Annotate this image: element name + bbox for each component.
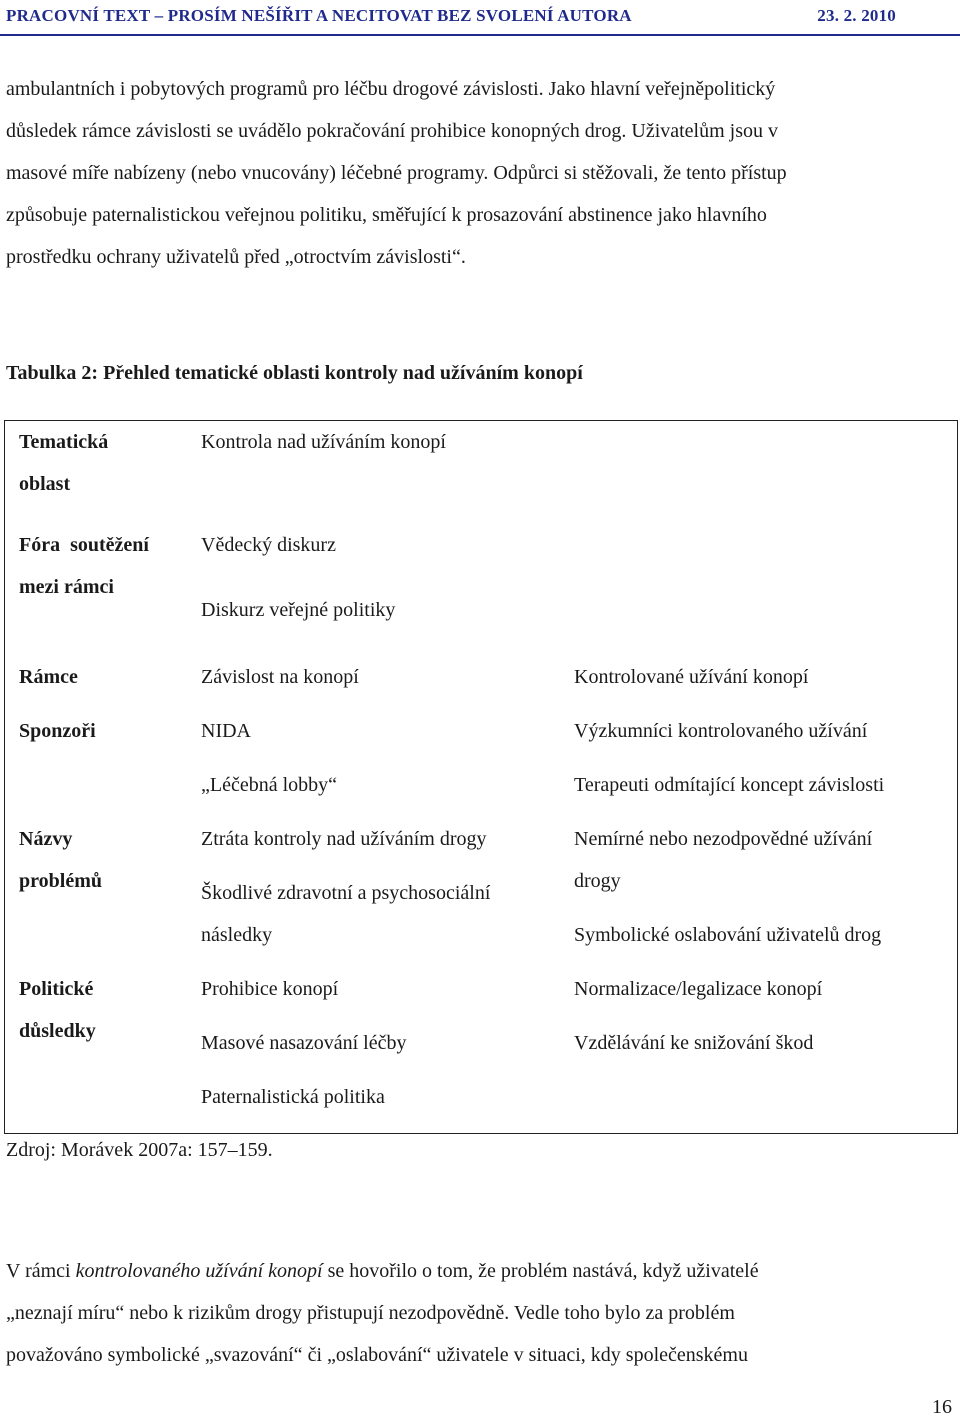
- italic-term: kontrolovaného užívání konopí: [75, 1260, 323, 1282]
- cell-ramce-col2: Závislost na konopí: [201, 666, 359, 688]
- row-label-nazvy-2: problémů: [19, 870, 102, 892]
- cell-nazvy-col2-c: následky: [201, 924, 273, 946]
- cell-dusledky-col2-a: Prohibice konopí: [201, 978, 339, 1000]
- paragraph-line: způsobuje paternalistickou veřejnou politiku, směřující k prosazování abstinence jako hlavního: [6, 204, 767, 226]
- cell-tematicka-value: Kontrola nad užíváním konopí: [201, 431, 446, 453]
- cell-sponzori-col3-b: Terapeuti odmítající koncept závislosti: [574, 774, 885, 796]
- cell-nazvy-col2-a: Ztráta kontroly nad užíváním drogy: [201, 828, 487, 850]
- paragraph-line: „neznají míru“ nebo k rizikům drogy přistupují nezodpovědně. Vedle toho bylo za problém: [6, 1302, 735, 1324]
- cell-ramce-col3: Kontrolované užívání konopí: [574, 666, 809, 688]
- paragraph-line: prostředku ochrany uživatelů před „otroctvím závislosti“.: [6, 246, 466, 268]
- header-date: 23. 2. 2010: [817, 6, 896, 25]
- header-title: PRACOVNÍ TEXT – PROSÍM NEŠÍŘIT A NECITOVAT BEZ SVOLENÍ AUTORA: [6, 6, 632, 25]
- row-label-tematicka-1: Tematická: [19, 431, 109, 453]
- row-label-tematicka-2: oblast: [19, 473, 71, 495]
- line-text: V rámci: [6, 1260, 76, 1282]
- row-label-sponzori: Sponzoři: [19, 720, 96, 742]
- cell-fora-value-2: Diskurz veřejné politiky: [201, 599, 396, 621]
- paragraph-line: považováno symbolické „svazování“ či „oslabování“ uživatele v situaci, kdy společenskému: [6, 1344, 748, 1366]
- cell-nazvy-col2-b: Škodlivé zdravotní a psychosociální: [201, 882, 491, 904]
- line-text: se hovořilo o tom, že problém nastává, když uživatelé: [322, 1260, 759, 1282]
- summary-table: [4, 420, 958, 1134]
- page-number: 16: [932, 1396, 952, 1418]
- row-label-fora-2: mezi rámci: [19, 576, 114, 598]
- cell-dusledky-col2-b: Masové nasazování léčby: [201, 1032, 407, 1054]
- cell-nazvy-col3-b: drogy: [574, 870, 621, 892]
- table-caption: Tabulka 2: Přehled tematické oblasti kontroly nad užíváním konopí: [6, 362, 583, 384]
- header-divider: [0, 34, 960, 36]
- row-label-dusledky-1: Politické: [19, 978, 94, 1000]
- cell-fora-value-1: Vědecký diskurz: [201, 534, 336, 556]
- row-label-ramce: Rámce: [19, 666, 78, 688]
- cell-dusledky-col3-a: Normalizace/legalizace konopí: [574, 978, 823, 1000]
- row-label-nazvy-1: Názvy: [19, 828, 73, 850]
- cell-dusledky-col3-b: Vzdělávání ke snižování škod: [574, 1032, 814, 1054]
- paragraph-line: důsledek rámce závislosti se uvádělo pokračování prohibice konopných drog. Uživatelům jsou v: [6, 120, 779, 142]
- cell-sponzori-col3-a: Výzkumníci kontrolovaného užívání: [574, 720, 868, 742]
- paragraph-line: masové míře nabízeny (nebo vnucovány) léčebné programy. Odpůrci si stěžovali, že tento přístup: [6, 162, 787, 184]
- running-header: [6, 6, 896, 26]
- row-label-dusledky-2: důsledky: [19, 1020, 96, 1042]
- cell-nazvy-col3-c: Symbolické oslabování uživatelů drog: [574, 924, 882, 946]
- cell-sponzori-col2-b: „Léčebná lobby“: [201, 774, 338, 796]
- paragraph-followup: [6, 1250, 946, 1376]
- cell-sponzori-col2-a: NIDA: [201, 720, 251, 742]
- table-source: Zdroj: Morávek 2007a: 157–159.: [6, 1139, 273, 1161]
- cell-nazvy-col3-a: Nemírné nebo nezodpovědné užívání: [574, 828, 873, 850]
- paragraph-line: [6, 1250, 946, 1292]
- cell-dusledky-col2-c: Paternalistická politika: [201, 1086, 385, 1108]
- paragraph-intro: [6, 68, 946, 278]
- paragraph-line: ambulantních i pobytových programů pro léčbu drogové závislosti. Jako hlavní veřejněpolitický: [6, 78, 776, 100]
- row-label-fora-1: Fóra soutěžení: [19, 534, 149, 556]
